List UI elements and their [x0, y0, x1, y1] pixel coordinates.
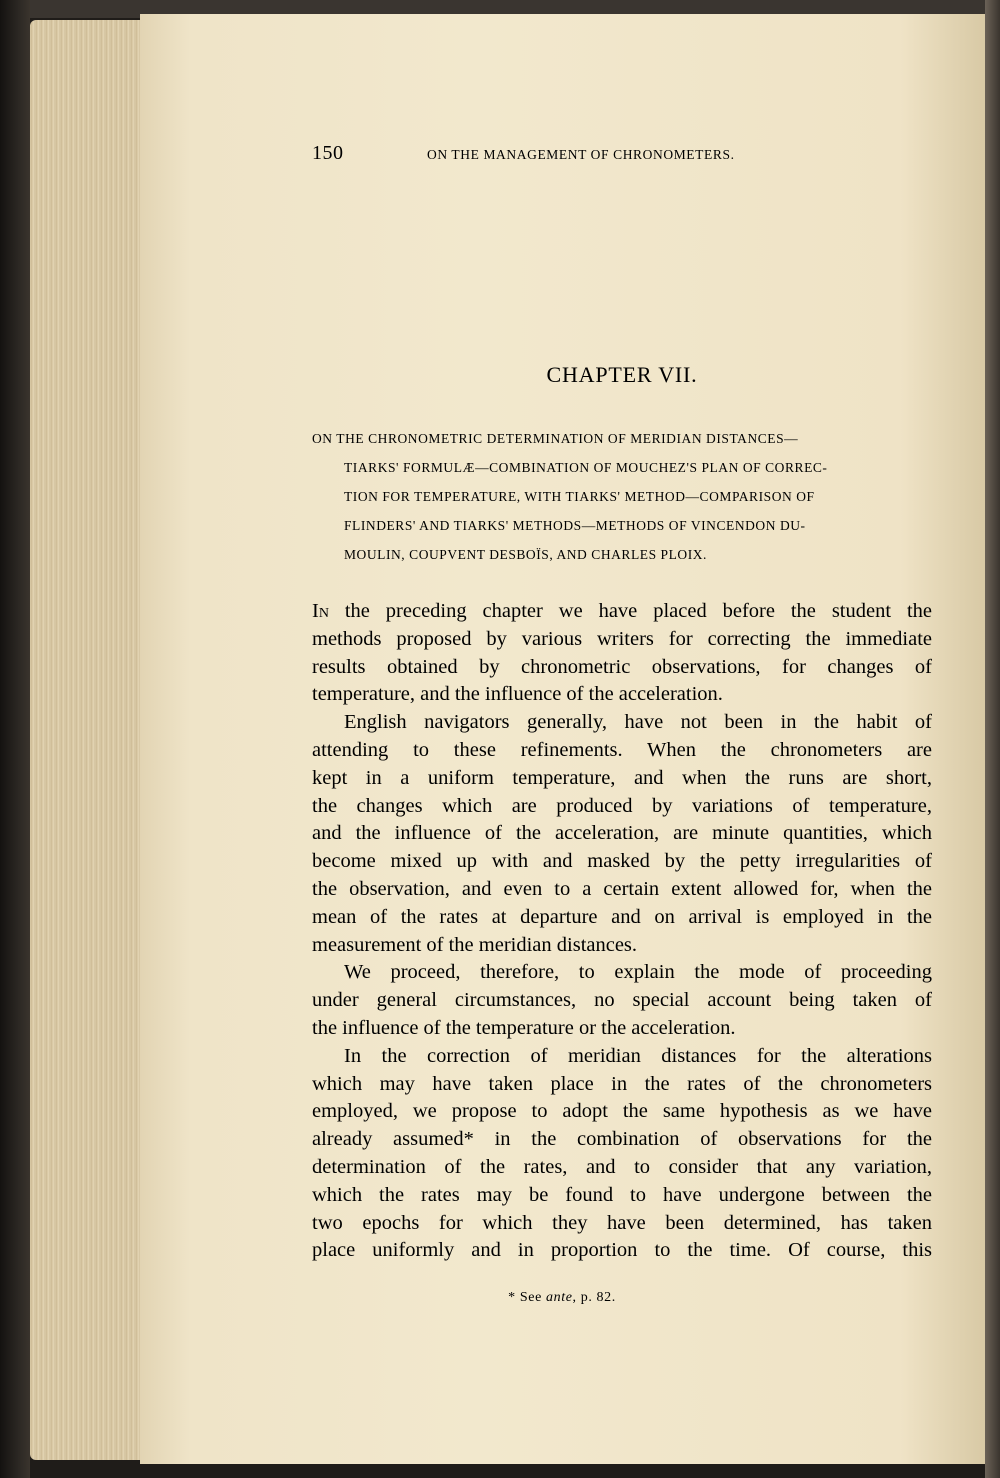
body-line: In the correction of meridian distances for the alterations [344, 1044, 932, 1067]
body-line: the observation, and even to a certain extent allowed for, when the [312, 877, 932, 900]
body-line: the influence of the temperature or the acceleration. [312, 1016, 736, 1039]
body-line: employed, we propose to adopt the same hypothesis as we have [312, 1100, 932, 1123]
chapter-title: CHAPTER VII. [546, 362, 698, 387]
drop-word: In [312, 600, 329, 622]
body-line: results obtained by chronometric observations, for changes of [312, 655, 932, 678]
chapter-summary-line: FLINDERS' AND TIARKS' METHODS—METHODS OF VINCENDON DU- [344, 518, 806, 533]
body-line: which may have taken place in the rates of the chronometers [312, 1072, 932, 1095]
body-text [312, 598, 932, 1265]
body-line: kept in a uniform temperature, and when the runs are short, [312, 766, 932, 789]
body-line: which the rates may be found to have undergone between the [312, 1183, 932, 1206]
body-line: the changes which are produced by variations of temperature, [312, 794, 932, 817]
body-line: mean of the rates at departure and on arrival is employed in the [312, 905, 932, 928]
chapter-summary-line: TION FOR TEMPERATURE, WITH TIARKS' METHOD—COMPARISON OF [344, 489, 815, 504]
body-line: become mixed up with and masked by the petty irregularities of [312, 850, 932, 873]
book-cover-edge [0, 0, 30, 1478]
body-line: place uniformly and in proportion to the time. Of course, this [312, 1239, 932, 1262]
body-line: two epochs for which they have been determined, has taken [312, 1211, 932, 1234]
page-number: 150 [312, 142, 344, 164]
body-line: English navigators generally, have not been in the habit of [344, 711, 932, 734]
running-head: ON THE MANAGEMENT OF CHRONOMETERS. [427, 147, 735, 162]
chapter-summary-line: ON THE CHRONOMETRIC DETERMINATION OF MERIDIAN DISTANCES— [312, 431, 799, 446]
body-line: In the preceding chapter we have placed before the student the [312, 600, 932, 622]
body-line: temperature, and the influence of the acceleration. [312, 683, 723, 706]
body-line: and the influence of the acceleration, are minute quantities, which [312, 822, 932, 845]
body-line: determination of the rates, and to consider that any variation, [312, 1155, 932, 1178]
page-stack-edges [30, 20, 150, 1460]
body-line: methods proposed by various writers for correcting the immediate [312, 627, 932, 650]
body-line: measurement of the meridian distances. [312, 933, 638, 956]
page-header [312, 142, 812, 172]
chapter-summary-line: TIARKS' FORMULÆ—COMBINATION OF MOUCHEZ'S PLAN OF CORREC- [344, 460, 828, 475]
body-line: under general circumstances, no special account being taken of [312, 989, 932, 1012]
book-gutter-edge [985, 0, 1000, 1478]
footnote: * See ante, p. 82. [508, 1290, 616, 1305]
chapter-summary-line: MOULIN, COUPVENT DESBOÏS, AND CHARLES PLOIX. [344, 547, 707, 562]
body-line: already assumed* in the combination of observations for the [312, 1128, 932, 1151]
body-line: attending to these refinements. When the chronometers are [312, 738, 932, 761]
chapter-summary [312, 424, 932, 569]
body-line: We proceed, therefore, to explain the mode of proceeding [344, 961, 932, 984]
